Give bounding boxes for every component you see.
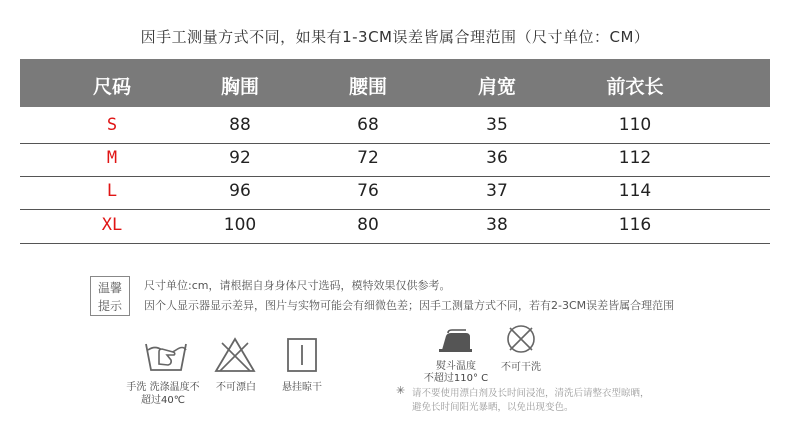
front-length-cell: 116 (618, 215, 652, 235)
front-length-cell: 110 (618, 115, 652, 135)
waist-cell: 68 (357, 115, 379, 135)
waist-cell: 76 (357, 181, 379, 201)
size-table-header (20, 59, 770, 107)
chest-cell: 96 (229, 181, 251, 201)
asterisk-icon: ✳ (396, 384, 406, 397)
size-cell: M (106, 148, 118, 168)
hand-wash-icon (143, 334, 189, 376)
table-row (20, 173, 770, 210)
header-size: 尺码 (92, 76, 132, 98)
tips-badge-bottom: 提示 (97, 299, 122, 313)
chest-cell: 92 (229, 148, 251, 168)
no-bleach-icon (214, 337, 256, 373)
shoulder-cell: 36 (486, 148, 508, 168)
tip-line-1: 尺寸单位:cm，请根据自身身体尺寸选码，模特效果仅供参考。 (144, 279, 451, 292)
table-row (20, 107, 770, 144)
iron-icon (436, 328, 476, 354)
header-shoulder: 肩宽 (477, 76, 517, 98)
no-dry-clean-icon (505, 323, 537, 355)
iron-label-2: 不超过110° C (423, 373, 489, 384)
tips-badge-top: 温馨 (97, 281, 122, 295)
no-bleach-label: 不可漂白 (216, 382, 256, 393)
waist-cell: 80 (357, 215, 379, 235)
header-front-length: 前衣长 (606, 76, 664, 98)
measurement-note: 因手工测量方式不同，如果有1-3CM误差皆属合理范围（尺寸单位：CM） (140, 28, 650, 46)
no-dry-clean-label: 不可干洗 (501, 362, 541, 373)
care-fine-print-2: 避免长时间阳光暴晒，以免出现变色。 (412, 402, 574, 413)
chest-cell: 88 (229, 115, 251, 135)
chest-cell: 100 (223, 215, 257, 235)
care-fine-print-1: 请不要使用漂白剂及长时间浸泡，清洗后请整衣型晾晒， (412, 388, 650, 399)
size-cell: S (106, 115, 118, 135)
shoulder-cell: 38 (486, 215, 508, 235)
header-chest: 胸围 (220, 76, 260, 98)
shoulder-cell: 35 (486, 115, 508, 135)
hand-wash-label-2: 超过40℃ (141, 395, 185, 406)
front-length-cell: 114 (618, 181, 652, 201)
size-cell: L (106, 181, 118, 201)
size-cell: XL (101, 215, 123, 235)
front-length-cell: 112 (618, 148, 652, 168)
hang-dry-label: 悬挂晾干 (282, 382, 322, 393)
table-row (20, 207, 770, 244)
tips-badge (90, 276, 130, 316)
shoulder-cell: 37 (486, 181, 508, 201)
hang-dry-icon (286, 337, 318, 373)
waist-cell: 72 (357, 148, 379, 168)
hand-wash-label-1: 手洗 洗涤温度不 (126, 382, 200, 393)
header-waist: 腰围 (348, 76, 388, 98)
tip-line-2: 因个人显示器显示差异，图片与实物可能会有细微色差；因手工测量方式不同，若有2-3CM误差皆属合理范围 (144, 299, 675, 312)
table-row (20, 140, 770, 177)
iron-label-1: 熨斗温度 (436, 361, 476, 372)
